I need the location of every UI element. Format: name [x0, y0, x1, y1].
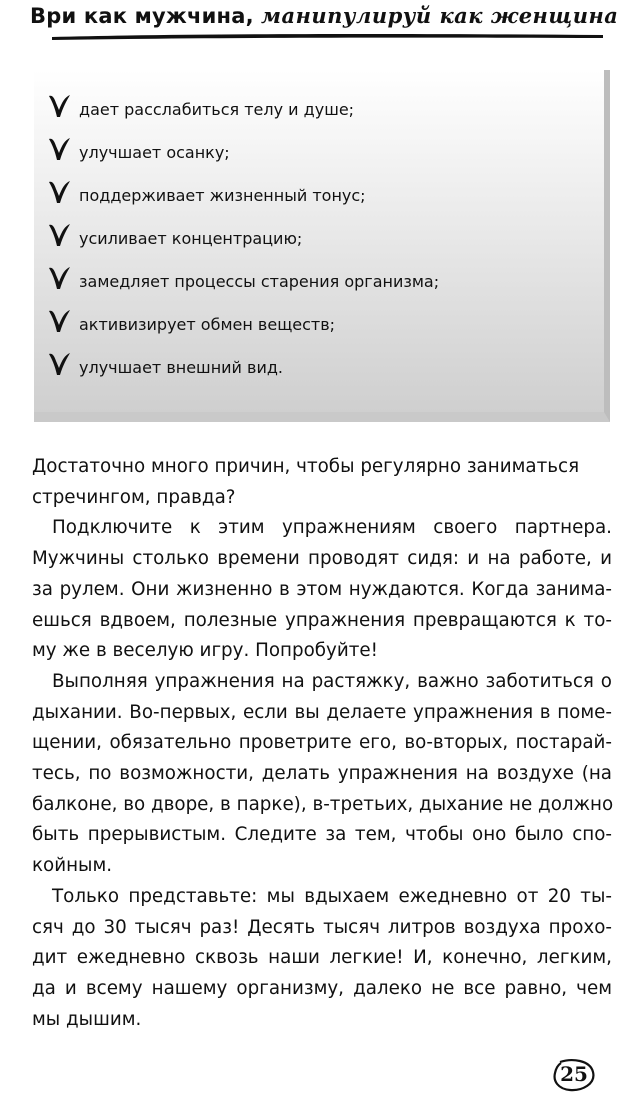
- text-line: за рулем. Они жизненно в этом нуждаются. Когда занима-: [32, 578, 612, 600]
- header-title-script: манипулируй как женщина: [261, 3, 619, 28]
- body-text: [32, 452, 612, 1035]
- page-number-text: 25: [560, 1062, 588, 1086]
- paragraph: [32, 513, 612, 667]
- text-line: тесь, по возможности, делать упражнения на воздухе (на: [32, 763, 612, 785]
- header-title: [30, 2, 618, 31]
- text-line: сяч до 30 тысяч раз! Десять тысяч литров воздуха прохо-: [32, 916, 612, 938]
- checkmark-icon: [48, 352, 72, 376]
- text-line: ешься вдвоем, полезные упражнения превращаются к то-: [32, 609, 612, 631]
- benefit-text: улучшает осанку;: [79, 143, 230, 162]
- benefit-text: дает расслабиться телу и душе;: [79, 100, 355, 119]
- paragraph: [32, 882, 612, 1036]
- text-line: дит ежедневно сквозь наши легкие! И, конечно, легким,: [32, 947, 612, 969]
- checkmark-icon: [48, 266, 72, 290]
- page-number: [552, 1058, 596, 1092]
- text-line: койным.: [32, 855, 113, 877]
- text-line: Только представьте: мы вдыхаем ежедневно от 20 ты-: [52, 885, 612, 907]
- text-line: да и всему нашему организму, далеко не все равно, чем: [32, 977, 612, 999]
- benefit-text: активизирует обмен веществ;: [79, 315, 336, 334]
- paragraph: [32, 452, 612, 513]
- text-line: Подключите к этим упражнениям своего партнера.: [52, 517, 612, 539]
- text-line: мы дышим.: [32, 1008, 142, 1030]
- text-line: Достаточно много причин, чтобы регулярно заниматься: [32, 456, 580, 477]
- text-line: быть прерывистым. Следите за тем, чтобы оно было спо-: [32, 824, 612, 846]
- text-line: му же в веселую игру. Попробуйте!: [32, 640, 378, 662]
- benefit-text: поддерживает жизненный тонус;: [79, 186, 366, 205]
- benefit-text: улучшает внешний вид.: [79, 358, 284, 377]
- checkmark-icon: [48, 137, 72, 161]
- checkmark-icon: [48, 223, 72, 247]
- text-line: щении, обязательно проветрите его, во-вторых, постарай-: [32, 732, 612, 754]
- checkmark-icon: [48, 180, 72, 204]
- benefit-text: усиливает концентрацию;: [79, 229, 303, 248]
- checkmark-icon: [48, 94, 72, 118]
- paragraph: [32, 667, 612, 882]
- benefit-text: замедляет процессы старения организма;: [79, 272, 440, 291]
- benefits-callout-box: [34, 70, 610, 422]
- text-line: стречингом, правда?: [32, 486, 236, 508]
- header-underline-stroke: [50, 30, 605, 42]
- text-line: балконе, во дворе, в парке), в-третьих, дыхание не должно: [32, 793, 614, 815]
- text-line: дыхании. Во-первых, если вы делаете упражнения в поме-: [32, 701, 612, 723]
- checkmark-icon: [48, 309, 72, 333]
- text-line: Мужчины столько времени проводят сидя: и на работе, и: [32, 548, 612, 570]
- header-title-plain: Ври как мужчина,: [30, 4, 254, 28]
- text-line: Выполняя упражнения на растяжку, важно заботиться о: [52, 670, 612, 692]
- running-header: [30, 0, 619, 44]
